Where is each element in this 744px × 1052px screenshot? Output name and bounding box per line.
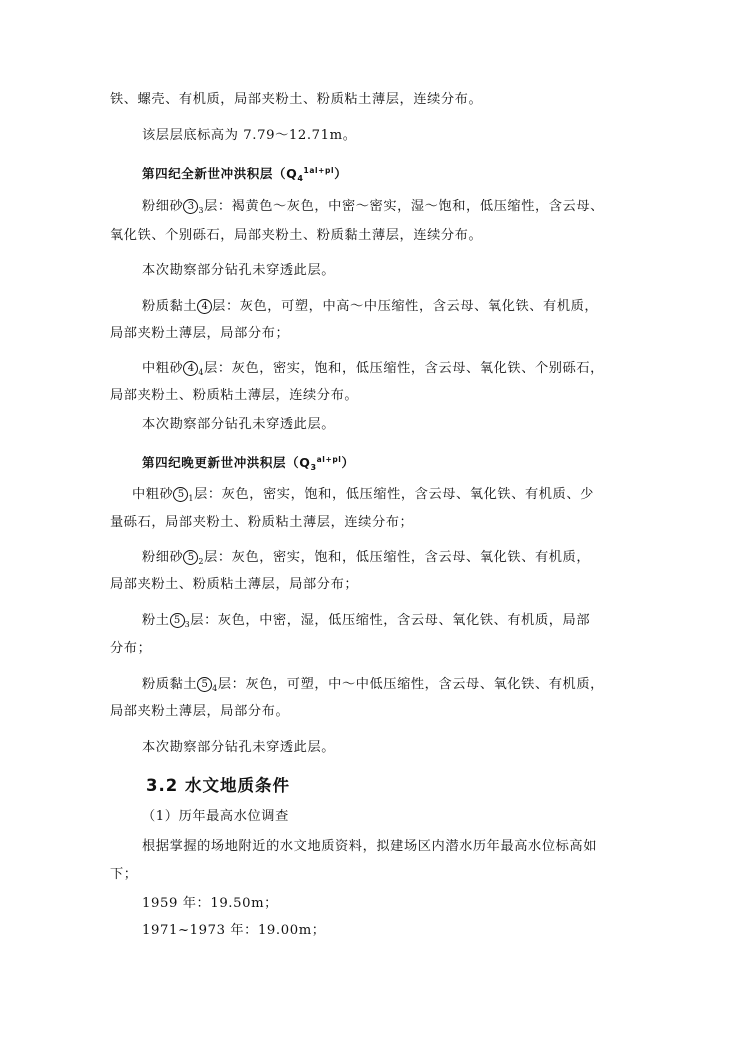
layer-5-3-line2: 分布； <box>110 641 152 656</box>
layer-5-4-line2: 局部夹粉土薄层，局部分布。 <box>110 704 290 719</box>
layer-subscript: 2 <box>198 557 205 566</box>
water-level-1959: 1959 年：19.50m； <box>142 896 278 911</box>
subsection-title: （1）历年最高水位调查 <box>142 809 289 824</box>
layer-subscript: 3 <box>198 206 205 215</box>
layer-subscript: 3 <box>184 620 191 629</box>
layer-name: 中粗砂 <box>132 487 174 502</box>
layer-name: 中粗砂 <box>142 361 184 376</box>
circled-number: 5 <box>170 613 185 628</box>
heading-subscript: 4 <box>297 174 304 183</box>
circled-number: 5 <box>183 550 198 565</box>
layer-5-1-line1 <box>132 486 640 508</box>
layer-desc: 层：灰色，中密，湿，低压缩性，含云母、氧化铁、有机质，局部 <box>190 613 591 628</box>
note-line: 本次勘察部分钻孔未穿透此层。 <box>142 417 336 432</box>
layer-subscript: 4 <box>198 368 205 377</box>
heading-superscript: al+pl <box>316 455 342 464</box>
layer-3-3-line2: 氧化铁、个别砾石，局部夹粉土、粉质黏土薄层，连续分布。 <box>110 228 483 243</box>
circled-number: 5 <box>197 677 212 692</box>
layer-5-3-line1 <box>142 612 640 634</box>
layer-5-2-line1 <box>142 549 640 571</box>
layer-subscript: 4 <box>212 684 218 693</box>
circled-number: 4 <box>197 299 212 314</box>
water-level-1971-1973: 1971~1973 年：19.00m； <box>142 923 326 938</box>
layer-name: 粉细砂 <box>142 550 184 565</box>
layer-subscript: 1 <box>188 494 195 503</box>
layer-5-4-line1 <box>142 676 640 698</box>
layer-desc: 层：褐黄色～灰色，中密～密实，湿～饱和，低压缩性，含云母、 <box>204 199 604 214</box>
layer-4-line1 <box>142 298 640 316</box>
layer-5-2-line2: 局部夹粉土、粉质粘土薄层，局部分布； <box>110 577 359 592</box>
heading-close: ） <box>341 455 355 470</box>
layer-desc: 层：灰色，密实，饱和，低压缩性，含云母、氧化铁、个别砾石， <box>204 361 604 376</box>
layer-3-3-line1 <box>142 198 640 220</box>
layer-desc: 层：灰色，密实，饱和，低压缩性，含云母、氧化铁、有机质、少 <box>194 487 594 502</box>
layer-name: 粉质黏土 <box>142 677 198 692</box>
water-paragraph-line2: 下； <box>110 867 138 882</box>
section-title: 3.2 水文地质条件 <box>146 776 290 795</box>
circled-number: 3 <box>183 199 198 214</box>
circled-number: 4 <box>183 361 198 376</box>
note-line: 本次勘察部分钻孔未穿透此层。 <box>142 263 336 278</box>
heading-text: 第四纪晚更新世冲洪积层（Q <box>142 455 311 470</box>
layer-desc: 层：灰色，可塑，中～中低压缩性，含云母、氧化铁、有机质， <box>217 677 604 692</box>
layer-4-line2: 局部夹粉土薄层，局部分布； <box>110 326 290 341</box>
paragraph-line: 铁、螺壳、有机质，局部夹粉土、粉质粘土薄层，连续分布。 <box>110 92 483 107</box>
layer-desc: 层：灰色，可塑，中高～中压缩性，含云母、氧化铁、有机质， <box>212 299 599 314</box>
layer-4-4-line2: 局部夹粉土、粉质粘土薄层，连续分布。 <box>110 388 359 403</box>
heading-subscript: 3 <box>310 463 317 472</box>
heading-holocene <box>142 162 640 188</box>
layer-4-4-line1 <box>142 360 640 382</box>
heading-close: ） <box>334 166 348 181</box>
layer-name: 粉质黏土 <box>142 299 198 314</box>
layer-name: 粉细砂 <box>142 199 184 214</box>
heading-superscript: 1al+pl <box>303 166 335 175</box>
layer-desc: 层：灰色，密实，饱和，低压缩性，含云母、氧化铁、有机质， <box>204 550 591 565</box>
water-paragraph-line1: 根据掌握的场地附近的水文地质资料，拟建场区内潜水历年最高水位标高如 <box>142 839 597 854</box>
layer-name: 粉土 <box>142 613 170 628</box>
heading-pleistocene <box>142 451 640 477</box>
layer-5-1-line2: 量砾石，局部夹粉土、粉质粘土薄层，连续分布； <box>110 515 414 530</box>
circled-number: 5 <box>173 487 188 502</box>
note-line: 本次勘察部分钻孔未穿透此层。 <box>142 740 336 755</box>
layer-bottom-elevation: 该层层底标高为 7.79～12.71m。 <box>142 128 357 143</box>
heading-text: 第四纪全新世冲洪积层（Q <box>142 166 298 181</box>
